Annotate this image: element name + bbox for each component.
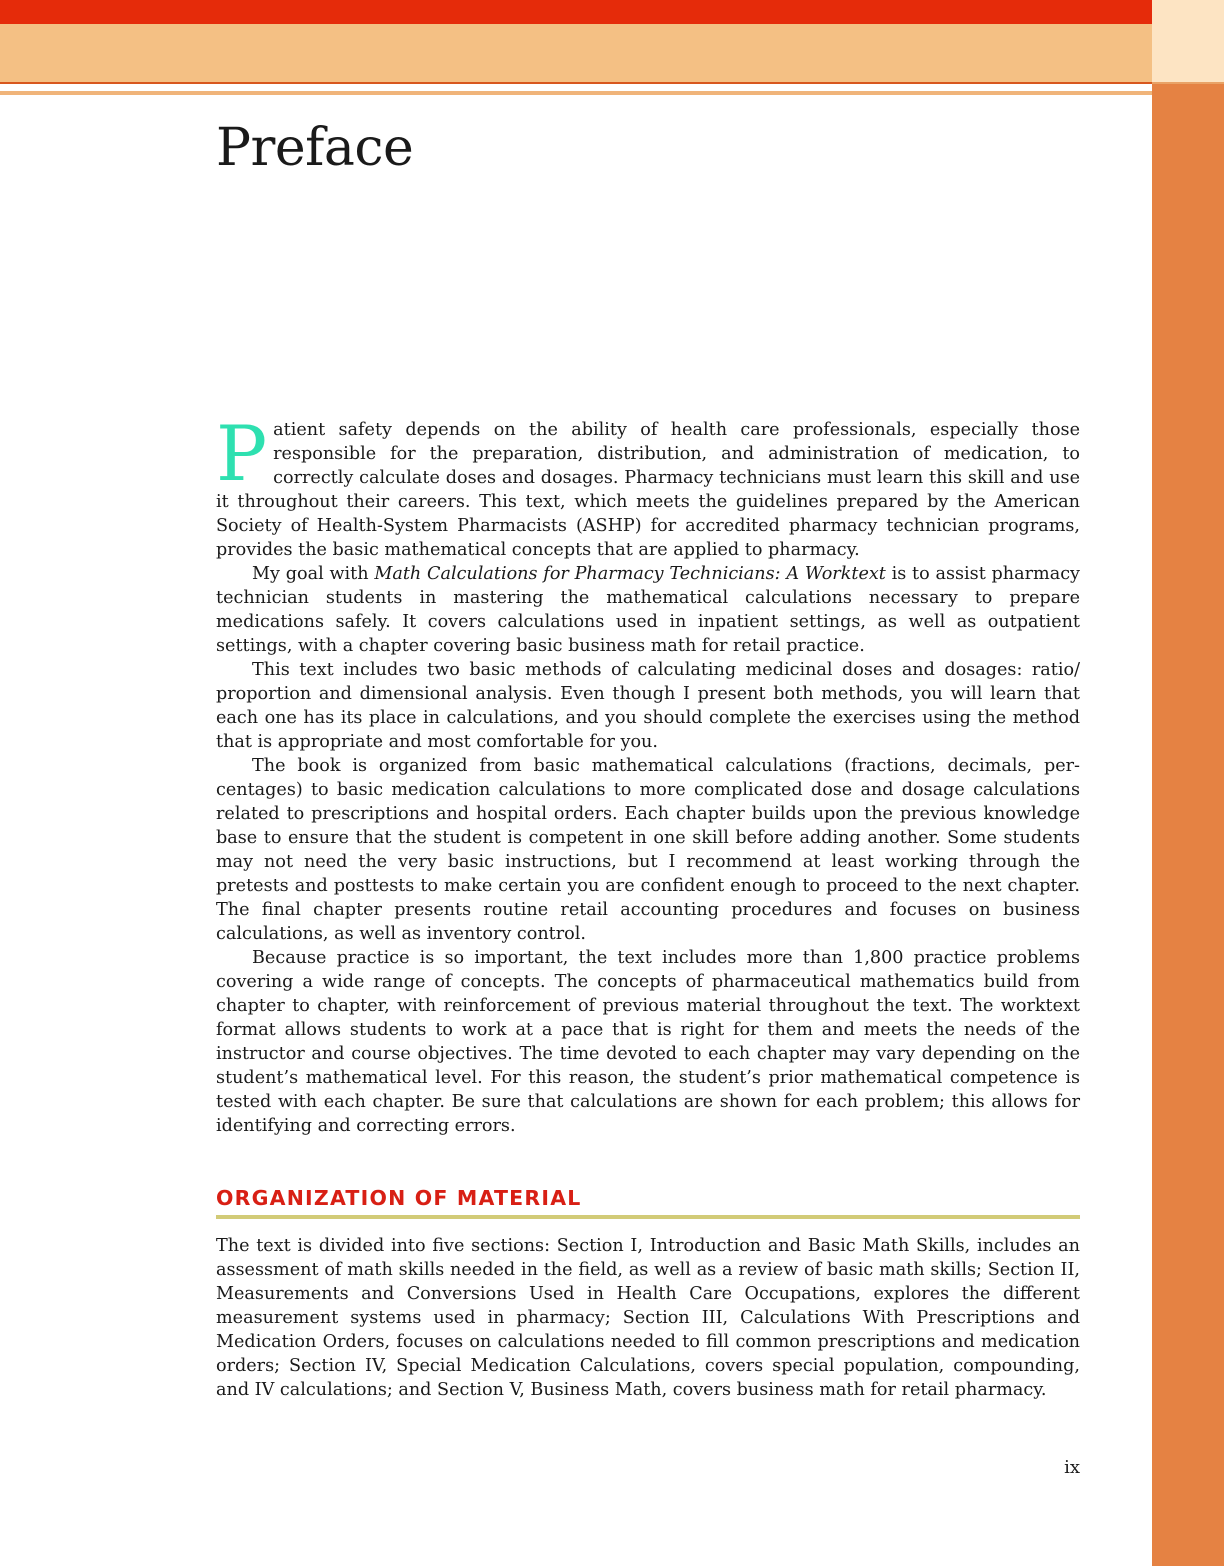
paragraph-3: This text includes two basic methods of calculating medicinal doses and dosages: ratio/​proportion and dimensional analysis. Even though I present both methods, you will learn that each one has its place in calculations, and you should complete the exercises using the method that is appropriate and most comfortable for you. bbox=[216, 660, 1080, 752]
header-red-band bbox=[0, 0, 1152, 24]
paragraph-1 bbox=[216, 409, 1080, 562]
drop-cap: P bbox=[216, 409, 268, 498]
preface-intro-text bbox=[216, 409, 1080, 1138]
paragraph-4: The book is organized from basic mathematical calculations (fractions, decimals, percentages) to basic medication calculations to more complicated dose and dosage calculations related to prescriptions and hospital orders. Each chapter builds upon the previous knowledge base to ensure that the student is competent in one skill before adding another. Some students may not need the very basic instructions, but I recommend at least working through the pretests and posttests to make certain you are confident enough to proceed to the next chapter. The final chapter presents routine retail accounting procedures and focuses on business calculations, as well as inventory control. bbox=[216, 756, 1080, 944]
side-orange-bar bbox=[1152, 0, 1224, 1566]
organization-paragraph: The text is divided into five sections: Section I, Introduction and Basic Math Skills, includes an assessment of math skills needed in the field, as well as a review of basic math skills; Section II, Measurements and Conversions Used in Health Care Occupations, explores the different measurement systems used in pharmacy; Section III, Calculations With Prescriptions and Medication Orders, focuses on calculations needed to fill common prescriptions and medication orders; Section IV, Special Medication Calculations, covers special population, compounding, and IV calculations; and Section V, Business Math, covers business math for retail pharmacy. bbox=[216, 1236, 1080, 1400]
page-title: Preface bbox=[216, 118, 414, 178]
paragraph-1-text: atient safety depends on the ability of health care professionals, especially those responsible for the preparation, distribution, and administration of medication, to correctly calculate doses and dosages. Pharmacy technicians must learn this skill and use it throughout their careers. This text, which meets the guidelines prepared by the American Society of Health-System Pharmacists (ASHP) for accredited pharmacy technician programs, provides the basic mathematical concepts that are applied to pharmacy. bbox=[216, 420, 1080, 560]
paragraph-2-lead: My goal with bbox=[252, 564, 375, 584]
header-rule-light bbox=[0, 91, 1152, 95]
header-peach-band bbox=[0, 24, 1152, 82]
paragraph-5: Because practice is so important, the text includes more than 1,800 practice problems covering a wide range of concepts. The concepts of pharmaceutical mathematics build from chapter to chapter, with reinforcement of previous material throughout the text. The worktext format allows students to work at a pace that is right for them and meets the needs of the instructor and course objectives. The time devoted to each chapter may vary depending on the student’s mathematical level. For this reason, the student’s prior mathematical competence is tested with each chapter. Be sure that calculations are shown for each problem; this allows for identifying and correcting errors. bbox=[216, 948, 1080, 1136]
side-bar-top-block bbox=[1152, 0, 1224, 82]
book-title: Math Calculations for Pharmacy Technicians: A Worktext bbox=[374, 564, 886, 584]
header-rule-dark bbox=[0, 82, 1152, 84]
organization-text bbox=[216, 1234, 1080, 1402]
side-bar-top-rule bbox=[1152, 82, 1224, 84]
section-heading-organization: ORGANIZATION OF MATERIAL bbox=[216, 1186, 1080, 1219]
paragraph-2-text: is to assist pharmacy technician students in mastering the mathematical calculations necessary to prepare medications safely. It covers calculations used in inpatient settings, as well as outpatient settings, with a chapter covering basic business math for retail practice. bbox=[216, 564, 1080, 656]
page-number: ix bbox=[1064, 1457, 1080, 1478]
paragraph-2 bbox=[216, 562, 1080, 658]
